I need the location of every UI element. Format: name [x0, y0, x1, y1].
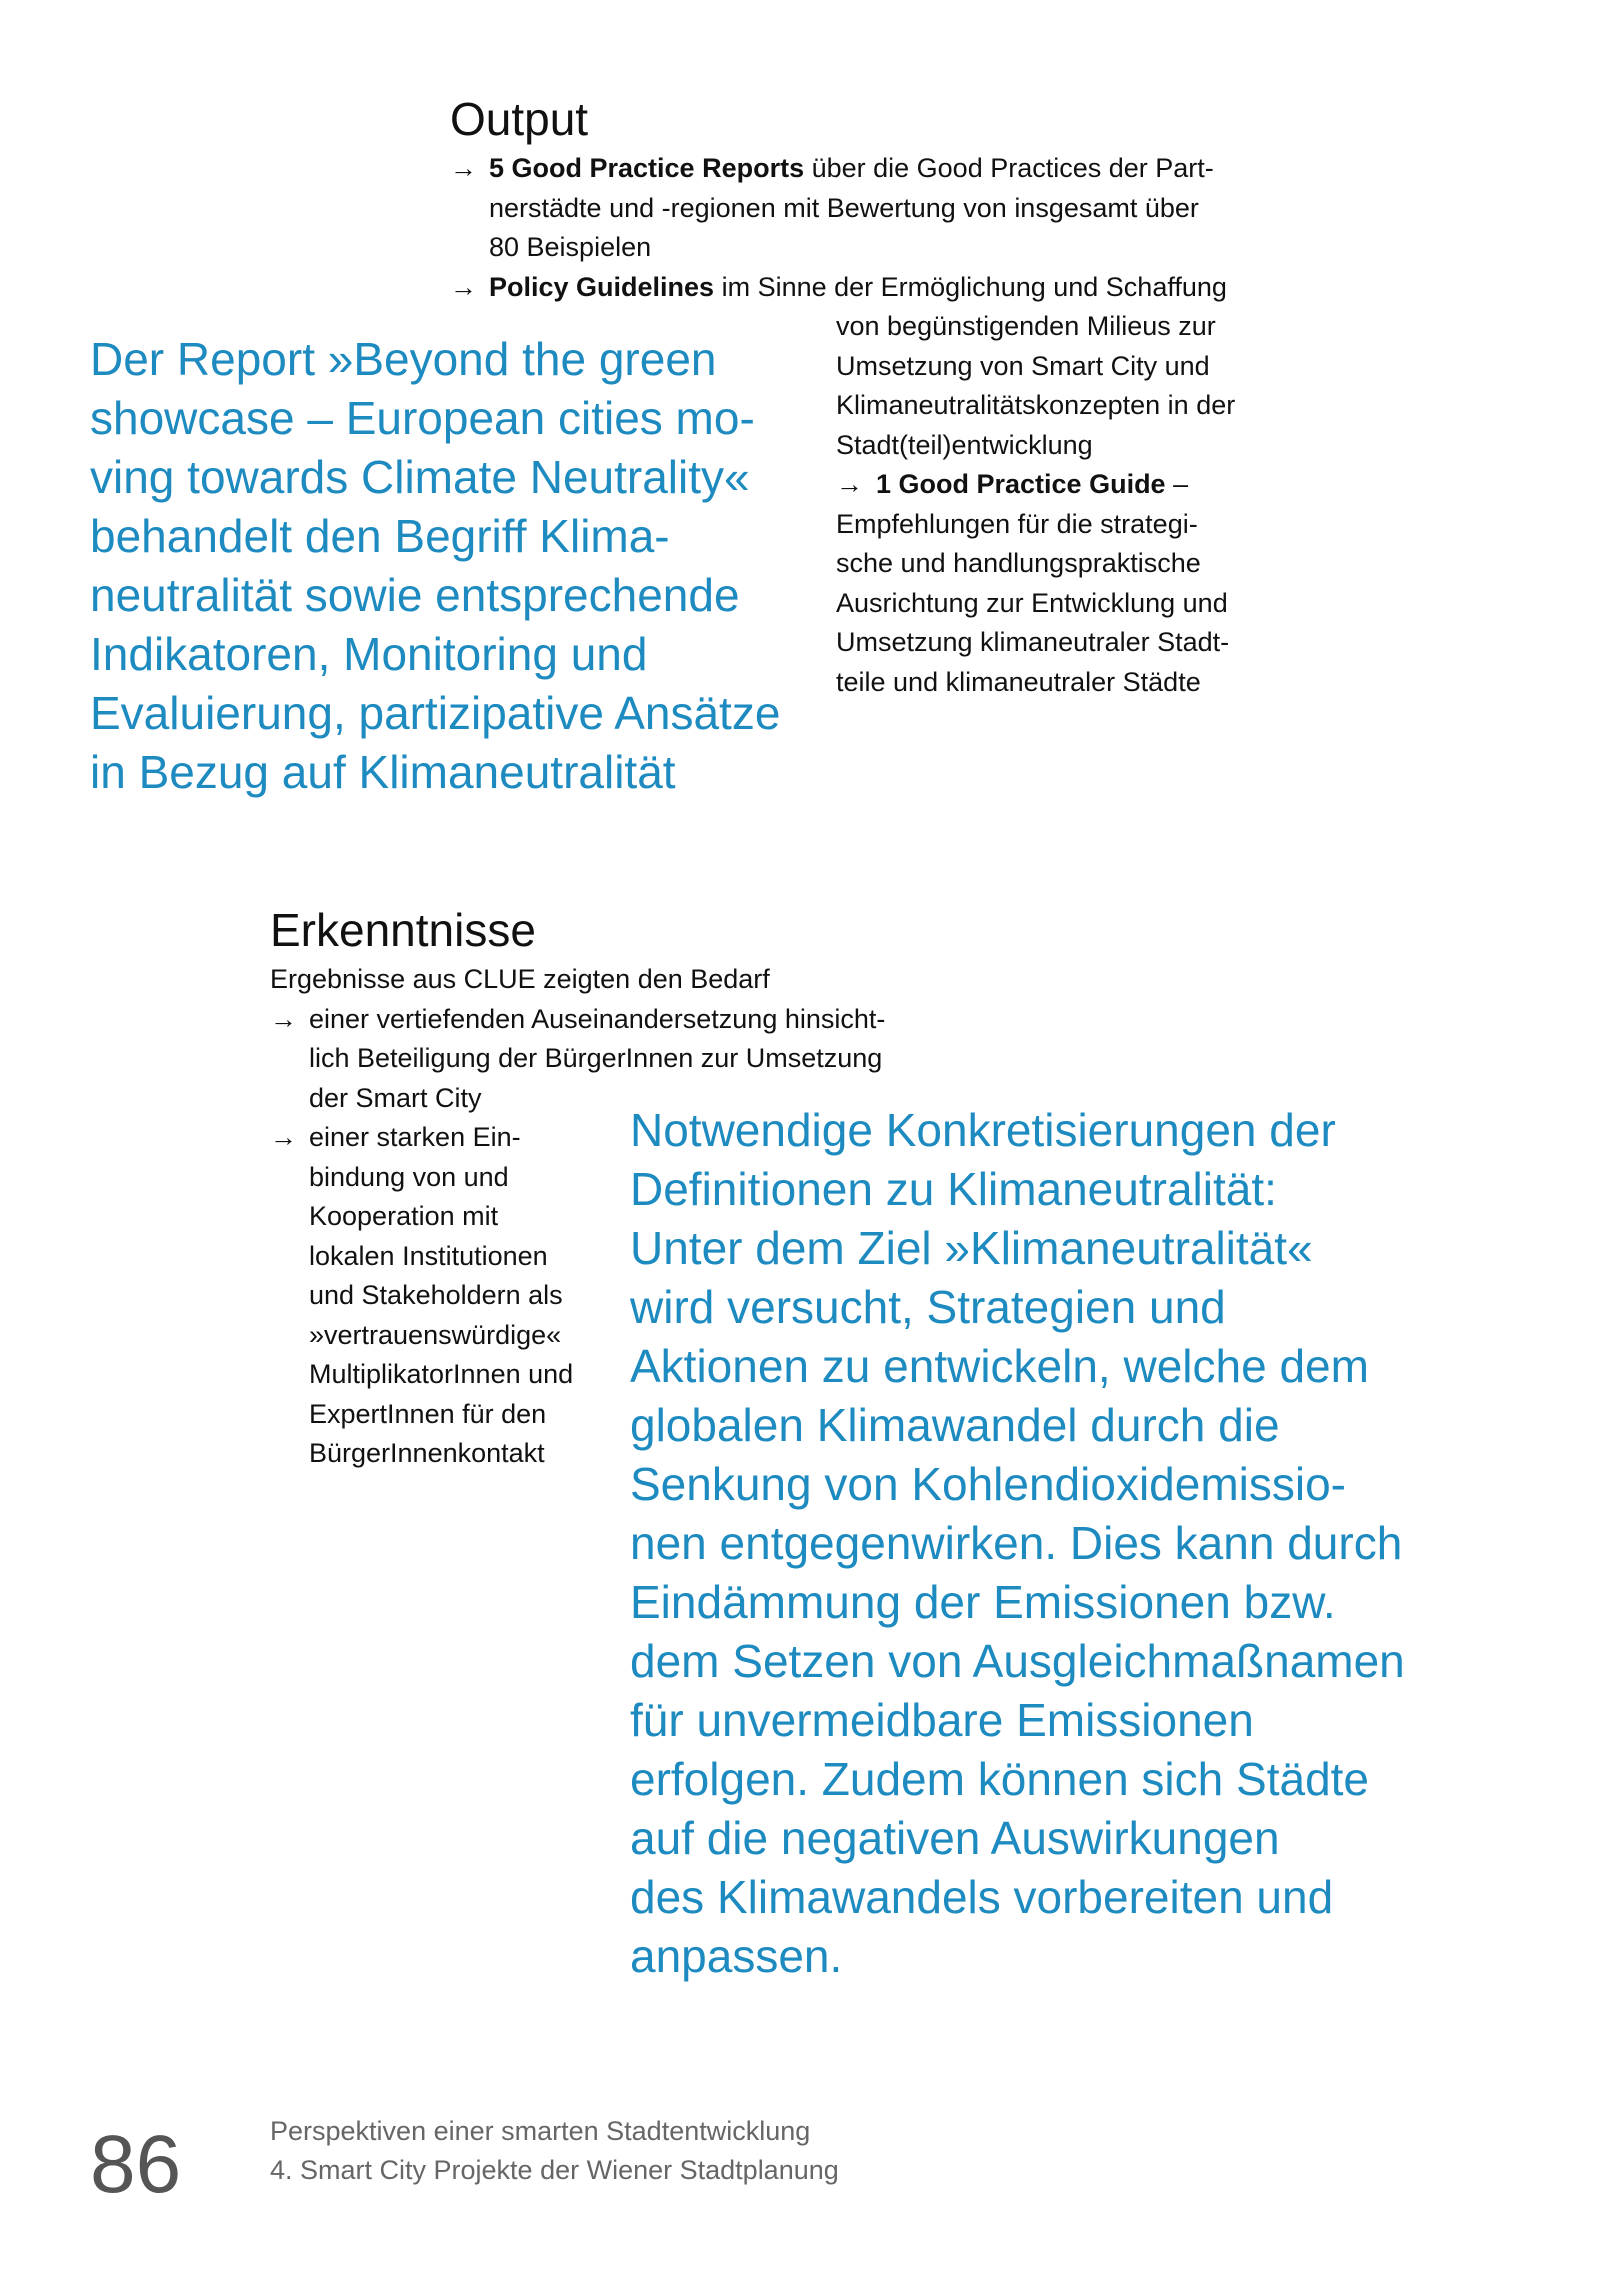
quote-line: Notwendige Konkretisierungen der — [630, 1104, 1336, 1156]
quote-line: in Bezug auf Klimaneutralität — [90, 746, 676, 798]
guidelines-cont-line: Stadt(teil)entwicklung — [836, 429, 1093, 460]
quote-line: behandelt den Begriff Klima- — [90, 510, 670, 562]
erkenntnisse-item-participation: → einer vertiefenden Auseinandersetzung hinsicht- lich Beteiligung der BürgerInnen zur Umsetzung der Smart City — [270, 1000, 950, 1119]
quote-line: neutralität sowie entsprechende — [90, 569, 740, 621]
quote-line: Unter dem Ziel »Klimaneutralität« — [630, 1222, 1313, 1274]
quote-line: anpassen. — [630, 1930, 843, 1982]
output-right-column — [836, 307, 1276, 702]
erkenntnisse-item-cooperation: → einer starken Ein- bindung von und Kooperation mit lokalen Institutionen und Stakeholdern als »vertrauenswürdige« MultiplikatorInnen und ExpertInnen für den BürgerInnenkontakt — [270, 1118, 950, 1474]
pull-quote-report — [90, 330, 830, 802]
guidelines-cont-line: Klimaneutralitätskonzepten in der — [836, 390, 1236, 420]
arrow-right-icon: → — [270, 1122, 297, 1152]
arrow-right-icon: → — [450, 153, 477, 183]
page-number: 86 — [90, 2119, 182, 2210]
running-footer — [270, 2112, 1170, 2190]
quote-line: des Klimawandels vorbereiten und — [630, 1871, 1334, 1923]
erkenntnisse-intro: Ergebnisse aus CLUE zeigten den Bedarf — [270, 964, 770, 994]
arrow-right-icon: → — [836, 469, 863, 499]
quote-line: Aktionen zu entwickeln, welche dem — [630, 1340, 1369, 1392]
guidelines-cont-line: Umsetzung von Smart City und — [836, 350, 1210, 381]
output-item-reports-line3: 80 Beispielen — [489, 232, 652, 262]
quote-line: wird versucht, Strategien und — [630, 1281, 1226, 1333]
output-item-reports — [450, 149, 1270, 268]
output-heading: Output — [450, 93, 589, 145]
quote-line: für unvermeidbare Emissionen — [630, 1694, 1254, 1746]
output-section — [450, 93, 588, 145]
quote-line: Definitionen zu Klimaneutralität: — [630, 1163, 1277, 1215]
quote-line: Eindämmung der Emissionen bzw. — [630, 1576, 1336, 1628]
output-item-guidelines — [450, 268, 1270, 308]
pull-quote-definition — [630, 1101, 1530, 1986]
output-item-reports-line2: nerstädte und -regionen mit Bewertung von insgesamt über — [489, 192, 1199, 223]
output-item-reports-line1: 5 Good Practice Reports über die Good Practices der Part- — [489, 153, 1214, 183]
quote-line: auf die negativen Auswirkungen — [630, 1812, 1280, 1864]
quote-line: globalen Klimawandel durch die — [630, 1399, 1280, 1451]
footer-chapter-title: 4. Smart City Projekte der Wiener Stadtplanung — [270, 2155, 839, 2185]
erkenntnisse-section — [270, 904, 536, 956]
output-list — [450, 149, 1270, 307]
quote-line: ving towards Climate Neutrality« — [90, 451, 750, 503]
quote-line: Der Report »Beyond the green — [90, 333, 717, 385]
erkenntnisse-heading: Erkenntnisse — [270, 904, 536, 956]
quote-line: dem Setzen von Ausgleichmaßnamen — [630, 1635, 1405, 1687]
arrow-right-icon: → — [450, 271, 477, 302]
guide-cont-line: Empfehlungen für die strategi- — [836, 508, 1198, 539]
guide-cont-line: sche und handlungspraktische — [836, 548, 1201, 578]
guide-cont-line: Ausrichtung zur Entwicklung und — [836, 587, 1228, 618]
output-item-guide: → 1 Good Practice Guide – — [836, 465, 1276, 505]
guide-cont-line: teile und klimaneutraler Städte — [836, 666, 1201, 697]
output-item-reports-bold: 5 Good Practice Reports — [489, 153, 805, 183]
output-item-guidelines-line1: Policy Guidelines im Sinne der Ermöglichung und Schaffung — [489, 271, 1227, 302]
arrow-right-icon: → — [270, 1003, 297, 1034]
guidelines-cont-line: von begünstigenden Milieus zur — [836, 311, 1216, 341]
quote-line: Evaluierung, partizipative Ansätze — [90, 687, 781, 739]
output-item-guidelines-bold: Policy Guidelines — [489, 271, 715, 302]
quote-line: Senkung von Kohlendioxidemissio- — [630, 1458, 1346, 1510]
guide-cont-line: Umsetzung klimaneutraler Stadt- — [836, 627, 1230, 657]
quote-line: erfolgen. Zudem können sich Städte — [630, 1753, 1370, 1805]
quote-line: showcase – European cities mo- — [90, 392, 755, 444]
footer-publication-title: Perspektiven einer smarten Stadtentwicklung — [270, 2116, 811, 2146]
quote-line: nen entgegenwirken. Dies kann durch — [630, 1517, 1403, 1569]
quote-line: Indikatoren, Monitoring und — [90, 628, 648, 680]
output-item-guide-bold: 1 Good Practice Guide — [876, 469, 1166, 499]
